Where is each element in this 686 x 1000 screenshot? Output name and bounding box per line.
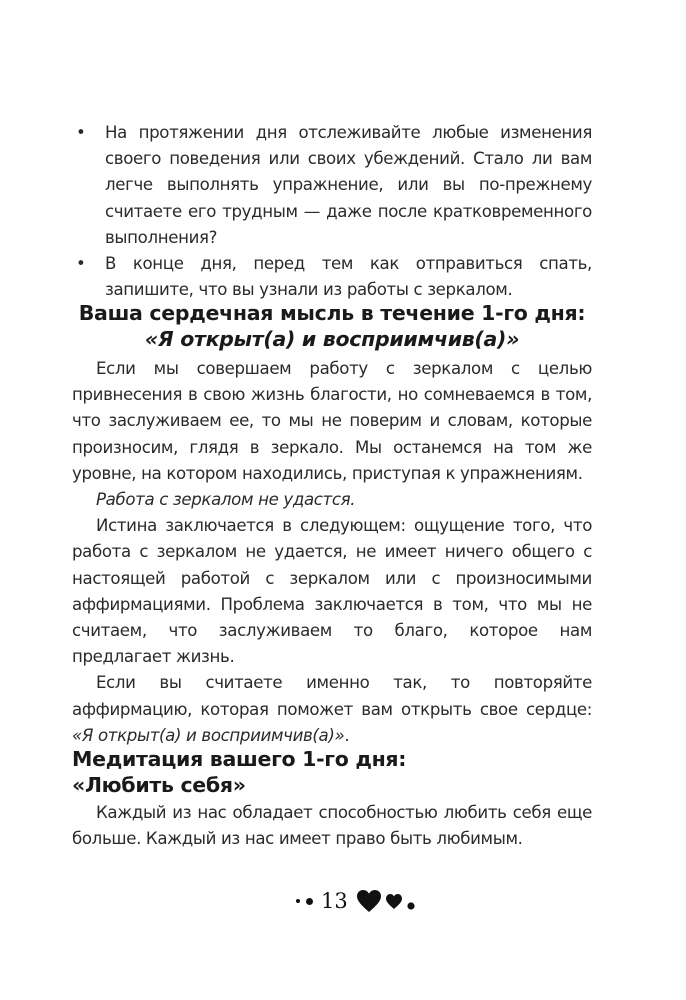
paragraph: Истина заключается в следующем: ощущение того, что работа с зеркалом не удается, не имеет ничего общего с настоящей работой с зеркалом или с произносимыми аффирмациями. Проблема заключается в том, что мы не считаем, что заслуживаем то благо, которое нам предлагает жизнь.: [72, 516, 592, 667]
section-body-heart-thought: [72, 356, 592, 749]
bullet-text: На протяжении дня отслеживайте любые изменения своего поведения или своих убеждений. Стало ли вам легче выполнять упражнение, или вы по-прежнему считаете его трудным — даже после кратковременного выполнения?: [105, 123, 592, 247]
section-heading-meditation: [72, 746, 592, 798]
heading-line: «Любить себя»: [72, 773, 246, 797]
bullet-list: [72, 120, 592, 303]
list-item: [72, 251, 592, 303]
small-dot-icon: [296, 899, 300, 903]
paragraph: Если мы совершаем работу с зеркалом с целью привнесения в свою жизнь благости, но сомневаемся в том, что заслуживаем ее, то мы не поверим и словам, которые произносим, глядя в зеркало. Мы останемся на том же уровне, на котором находились, приступая к упражнениям.: [72, 359, 592, 483]
page-footer: [296, 884, 436, 918]
list-item: [72, 120, 592, 251]
bullet-marker: •: [76, 123, 86, 142]
heading-line: Медитация вашего 1-го дня:: [72, 747, 407, 771]
paragraph-italic: Работа с зеркалом не удастся.: [96, 490, 356, 510]
bullet-text: В конце дня, перед тем как отправиться спать, запишите, что вы узнали из работы с зеркалом.: [105, 254, 592, 300]
page-number: 13: [321, 889, 348, 913]
paragraph: [72, 670, 592, 749]
dot-icon: [306, 898, 313, 905]
hearts-icon: [357, 889, 417, 913]
affirmation-quote: «Я открыт(а) и восприимчив(а)»: [72, 725, 345, 745]
section-heading-heart-thought: [72, 300, 592, 352]
bullet-marker: •: [76, 254, 86, 274]
heading-affirmation: «Я открыт(а) и восприимчив(а)»: [144, 327, 520, 351]
paragraph: Каждый из нас обладает способностью любить себя еще больше. Каждый из нас имеет право быть любимым.: [72, 803, 592, 849]
heading-line: Ваша сердечная мысль в течение 1-го дня:: [78, 301, 586, 325]
paragraph-text: Если вы считаете именно так, то повторяйте аффирмацию, которая поможет вам открыть свое сердце:: [72, 673, 592, 719]
section-body-meditation: [72, 800, 592, 852]
paragraph-end: .: [344, 725, 350, 745]
